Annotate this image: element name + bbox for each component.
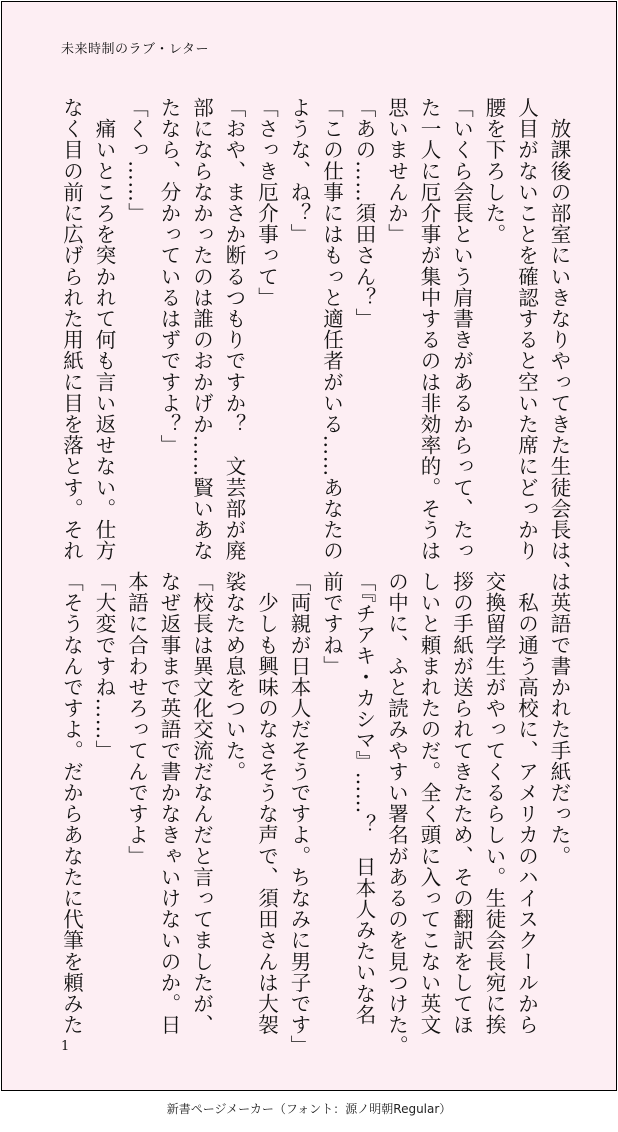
text-line: 痛いところを突かれて何も言い返せない。仕方: [92, 97, 116, 562]
footer-credit: 新書ページメーカー（フォント：源ノ明朝Regular）: [166, 1102, 452, 1116]
text-line: 放課後の部室にいきなりやってきた生徒会長は、: [547, 97, 571, 583]
text-line: しいと頼まれたのだ。全く頭に入ってこない英文: [417, 571, 441, 1036]
text-line: 交換留学生がやってくるらしい。生徒会長宛に挨: [482, 571, 506, 1036]
text-line: は英語で書かれた手紙だった。: [547, 571, 571, 867]
text-line: 拶の手紙が送られてきたため、その翻訳をしてほ: [449, 571, 474, 1036]
text-line: 腰を下ろした。: [482, 97, 506, 245]
text-line: ような、ね？」: [287, 97, 311, 245]
text-block-upper: [55, 97, 575, 583]
text-line: 本語に合わせろってんですよ」: [124, 571, 149, 867]
text-line: なぜ返事まで英語で書かなきゃいけないのか。日: [157, 571, 181, 1036]
text-line: 「『チアキ・カシマ』……？ 日本人みたいな名: [352, 571, 376, 1025]
text-line: 思いませんか」: [384, 97, 409, 245]
text-line: 「両親が日本人だそうですよ。ちなみに男子です」: [287, 571, 311, 1057]
page-number: 1: [61, 1039, 70, 1054]
text-line: なく目の前に広げられた用紙に目を落とす。それ: [59, 97, 84, 562]
text-line: 人目がないことを確認すると空いた席にどっかり: [514, 97, 539, 562]
text-block-lower: [55, 571, 575, 1057]
text-line: 前ですね」: [319, 571, 344, 677]
text-line: 「校長は異文化交流だなんだと言ってましたが、: [189, 571, 214, 1036]
text-line: 「おや、まさか断るつもりですか？ 文芸部が廃: [222, 97, 246, 562]
text-line: 私の通う高校に、アメリカのハイスクールから: [514, 571, 539, 1036]
text-line: 「この仕事にはもっと適任者がいる……あなたの: [319, 97, 344, 562]
text-line: 少しも興味のなさそうな声で、須田さんは大袈: [254, 571, 279, 1036]
book-page: [1, 1, 617, 1091]
running-title: 未来時制のラブ・レター: [61, 42, 209, 57]
text-line: た一人に厄介事が集中するのは非効率的。そうは: [417, 97, 441, 562]
text-line: 「そうなんですよ。だからあなたに代筆を頼みた: [59, 571, 84, 1036]
text-line: の中に、ふと読みやすい署名があるのを見つけた。: [384, 571, 409, 1057]
text-line: 裟なため息をついた。: [222, 571, 246, 782]
text-line: 「くっ……」: [124, 97, 149, 224]
text-line: 「大変ですね……」: [92, 571, 116, 761]
text-line: 「いくら会長という肩書きがあるからって、たっ: [449, 97, 474, 562]
text-line: たなら、分かっているはずですよ？」: [157, 97, 181, 456]
text-line: 部にならなかったのは誰のおかげか……賢いあな: [189, 97, 214, 562]
text-line: 「あの……須田さん？」: [352, 97, 376, 330]
text-line: 「さっき厄介事って」: [254, 97, 279, 308]
